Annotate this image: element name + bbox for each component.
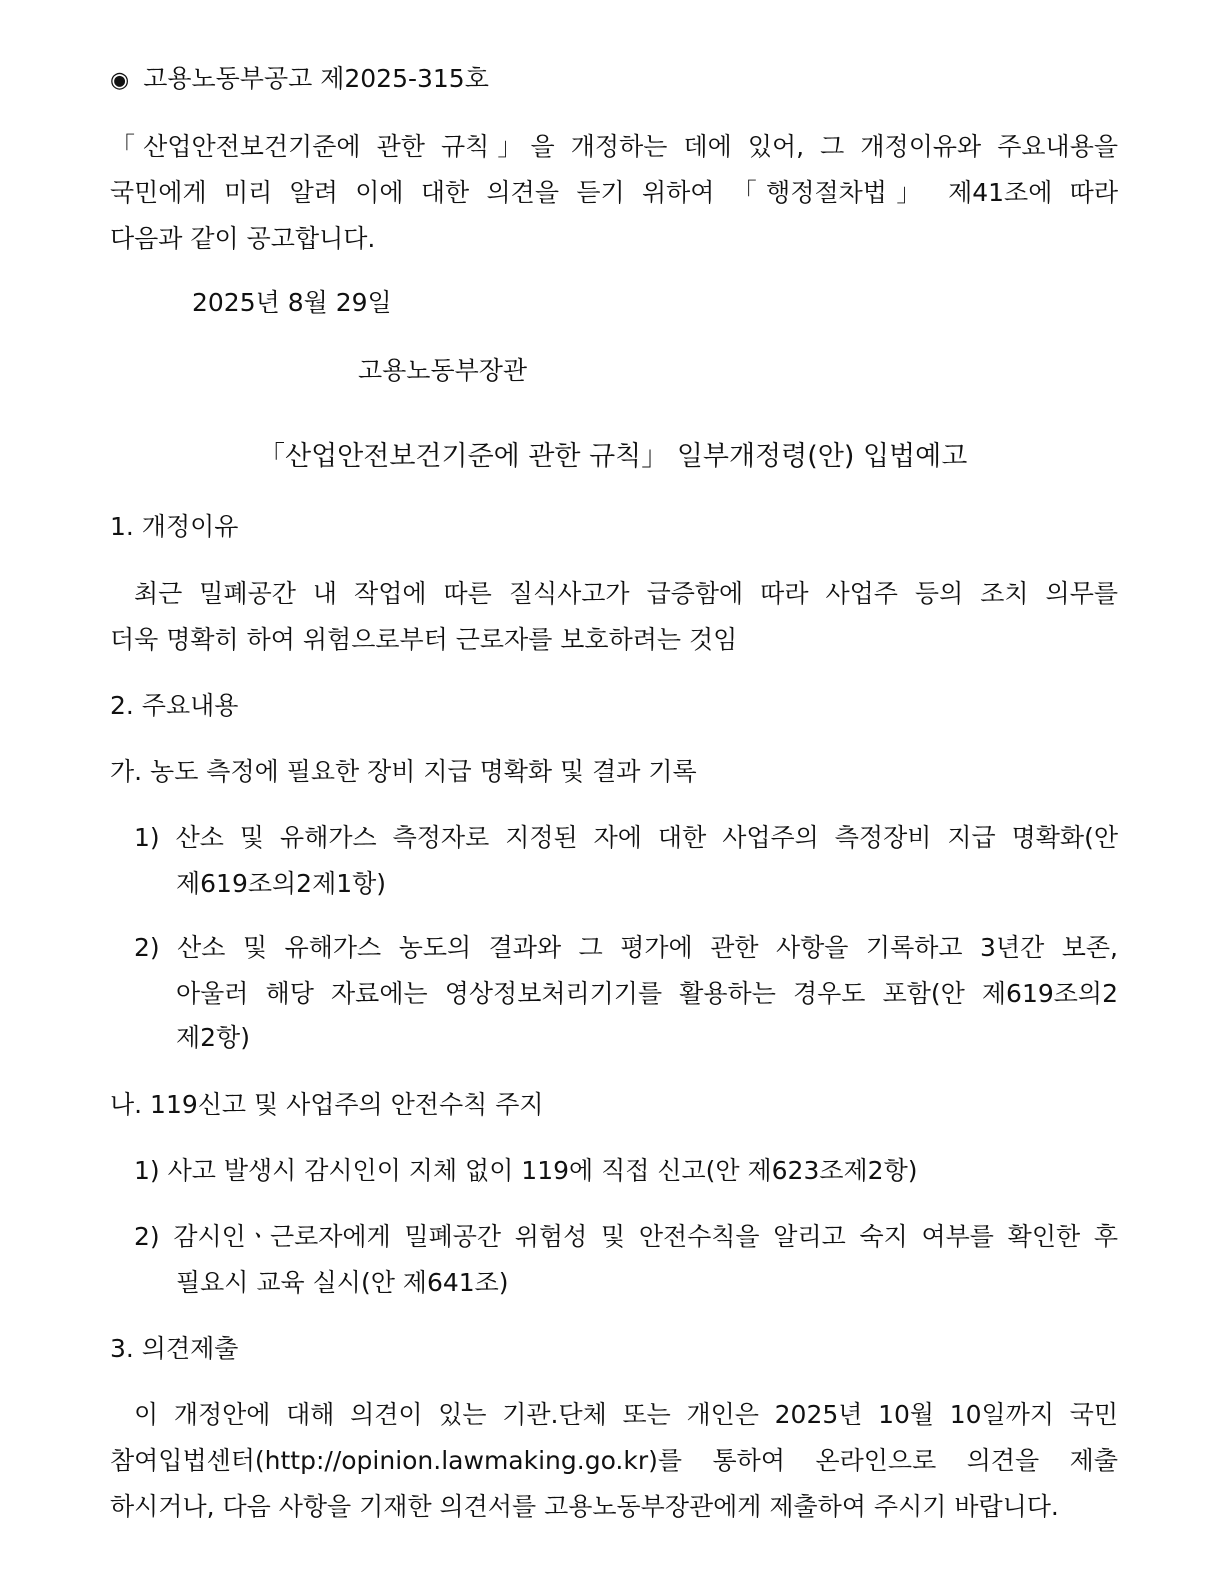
notice-date: 2025년 8월 29일 bbox=[192, 288, 392, 317]
list-item-continued: 필요시 교육 실시(안 제641조) bbox=[176, 1268, 509, 1297]
list-item-continued: 아울러 해당 자료에는 영상정보처리기기를 활용하는 경우도 포함(안 제619조의2 bbox=[176, 979, 1118, 1008]
section-text: 하시거나, 다음 사항을 기재한 의견서를 고용노동부장관에게 제출하여 주시기 바랍니다. bbox=[110, 1492, 1059, 1521]
list-item-continued: 제619조의2제1항) bbox=[176, 869, 387, 898]
notice-number: 고용노동부공고 제2025-315호 bbox=[143, 64, 489, 93]
section-heading: 2. 주요내용 bbox=[110, 691, 239, 720]
list-item: 1) 사고 발생시 감시인이 지체 없이 119에 직접 신고(안 제623조제2항) bbox=[134, 1156, 918, 1185]
section-heading: 3. 의견제출 bbox=[110, 1334, 239, 1363]
intro-line: 「산업안전보건기준에 관한 규칙」을 개정하는 데에 있어, 그 개정이유와 주요내용을 bbox=[110, 132, 1118, 161]
list-item-continued: 제2항) bbox=[176, 1023, 250, 1052]
section-text: 최근 밀폐공간 내 작업에 따른 질식사고가 급증함에 따라 사업주 등의 조치 의무를 bbox=[134, 579, 1118, 608]
list-item: 2) 산소 및 유해가스 농도의 결과와 그 평가에 관한 사항을 기록하고 3년간 보존, bbox=[134, 933, 1118, 962]
sub-heading: 가. 농도 측정에 필요한 장비 지급 명확화 및 결과 기록 bbox=[110, 757, 697, 786]
sub-heading: 나. 119신고 및 사업주의 안전수칙 주지 bbox=[110, 1090, 544, 1119]
intro-line: 국민에게 미리 알려 이에 대한 의견을 듣기 위하여 「행정절차법」 제41조에 따라 bbox=[110, 178, 1118, 207]
issuer: 고용노동부장관 bbox=[358, 356, 528, 385]
intro-line: 다음과 같이 공고합니다. bbox=[110, 224, 376, 253]
list-item: 1) 산소 및 유해가스 측정자로 지정된 자에 대한 사업주의 측정장비 지급 명확화(안 bbox=[134, 823, 1118, 852]
section-text: 참여입법센터(http://opinion.lawmaking.go.kr)를 통하여 온라인으로 의견을 제출 bbox=[110, 1446, 1118, 1475]
bullet-icon: ◉ bbox=[110, 68, 130, 93]
list-item: 2) 감시인ㆍ근로자에게 밀폐공간 위험성 및 안전수칙을 알리고 숙지 여부를 확인한 후 bbox=[134, 1222, 1118, 1251]
section-heading: 1. 개정이유 bbox=[110, 512, 239, 541]
section-text: 이 개정안에 대해 의견이 있는 기관.단체 또는 개인은 2025년 10월 10일까지 국민 bbox=[134, 1400, 1118, 1429]
notice-number-line bbox=[110, 62, 1118, 98]
section-text: 더욱 명확히 하여 위험으로부터 근로자를 보호하려는 것임 bbox=[110, 625, 738, 654]
document-title: 「산업안전보건기준에 관한 규칙」 일부개정령(안) 입법예고 bbox=[258, 441, 968, 472]
